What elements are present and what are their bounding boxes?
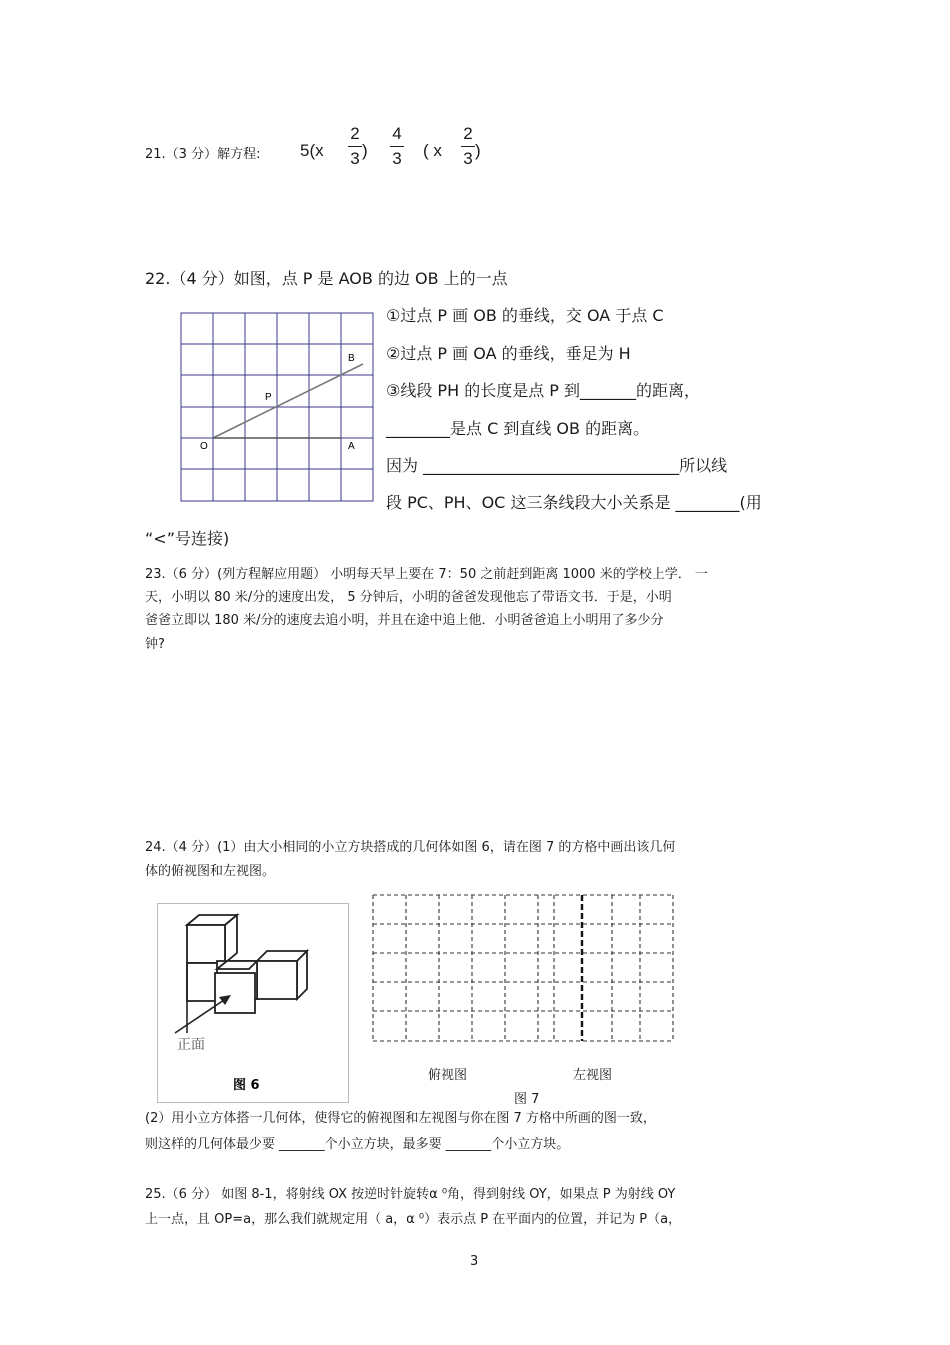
q23-line2: 天，小明以 80 米/分的速度出发， 5 分钟后，小明的爸爸发现他忘了带语文书．于是，小明 bbox=[145, 590, 672, 605]
label-b: B bbox=[348, 353, 355, 364]
fig7-top-view-label: 俯视图 bbox=[428, 1068, 468, 1083]
q21-frac2: 4 3 bbox=[390, 124, 404, 169]
q22-item6: 段 PC、PH、OC 这三条线段大小关系是 ________(用 bbox=[386, 493, 762, 512]
fig6-front-label: 正面 bbox=[177, 1037, 205, 1053]
q22-item7: “<”号连接) bbox=[145, 529, 230, 548]
figure-6 bbox=[157, 903, 349, 1103]
figure-7-grid bbox=[371, 893, 675, 1046]
fig6-caption: 图 6 bbox=[233, 1078, 260, 1093]
q22-item4: ________是点 C 到直线 OB 的距离。 bbox=[386, 419, 650, 438]
q24-line1: 24.（4 分）(1）由大小相同的小立方块搭成的几何体如图 6，请在图 7 的方格中画出该几何 bbox=[145, 840, 676, 855]
q24-line2: 体的俯视图和左视图。 bbox=[145, 864, 276, 879]
q22-item2: ②过点 P 画 OA 的垂线，垂足为 H bbox=[386, 344, 631, 363]
q22-grid-figure bbox=[180, 312, 374, 503]
fig7-caption: 图 7 bbox=[514, 1092, 540, 1107]
q21-frac3: 2 3 bbox=[461, 124, 475, 169]
q23-line1: 23.（6 分）(列方程解应用题） 小明每天早上要在 7：50 之前赶到距离 1000 米的学校上学． 一 bbox=[145, 567, 708, 582]
q23-line3: 爸爸立即以 180 米/分的速度去追小明，并且在途中追上他．小明爸爸追上小明用了多少分 bbox=[145, 613, 664, 628]
q21-open2: ( x bbox=[423, 141, 442, 160]
q22-item1: ①过点 P 画 OB 的垂线，交 OA 于点 C bbox=[386, 306, 664, 325]
q21-label: 21.（3 分）解方程: bbox=[145, 147, 261, 162]
label-o: O bbox=[200, 441, 208, 452]
q23-line4: 钟? bbox=[145, 637, 165, 652]
label-a: A bbox=[348, 441, 355, 452]
q24-part2-line2: 则这样的几何体最少要 _______个小立方块，最多要 _______个小立方块。 bbox=[145, 1137, 570, 1152]
q22-item5: 因为 ________________________________所以线 bbox=[386, 456, 728, 475]
q25-line1: 25.（6 分） 如图 8-1，将射线 OX 按逆时针旋转α ⁰角，得到射线 OY，如果点 P 为射线 OY bbox=[145, 1187, 676, 1202]
fig7-left-view-label: 左视图 bbox=[573, 1068, 613, 1083]
q22-title: 22.（4 分）如图，点 P 是 AOB 的边 OB 上的一点 bbox=[145, 269, 508, 288]
q21-close1: ) bbox=[362, 141, 368, 160]
q22-item3: ③线段 PH 的长度是点 P 到_______的距离， bbox=[386, 381, 701, 400]
q24-part2-line1: (2）用小立方体搭一几何体，使得它的俯视图和左视图与你在图 7 方格中所画的图一致， bbox=[145, 1111, 656, 1126]
q21-close2: ) bbox=[475, 141, 481, 160]
q21-eq-left: 5(x bbox=[300, 141, 324, 160]
q25-line2: 上一点，且 OP=a，那么我们就规定用（ a，α ⁰）表示点 P 在平面内的位置，并记为 P（a， bbox=[145, 1212, 682, 1227]
label-p: P bbox=[265, 392, 272, 403]
q21-frac1: 2 3 bbox=[348, 124, 362, 169]
page-number: 3 bbox=[470, 1254, 479, 1269]
